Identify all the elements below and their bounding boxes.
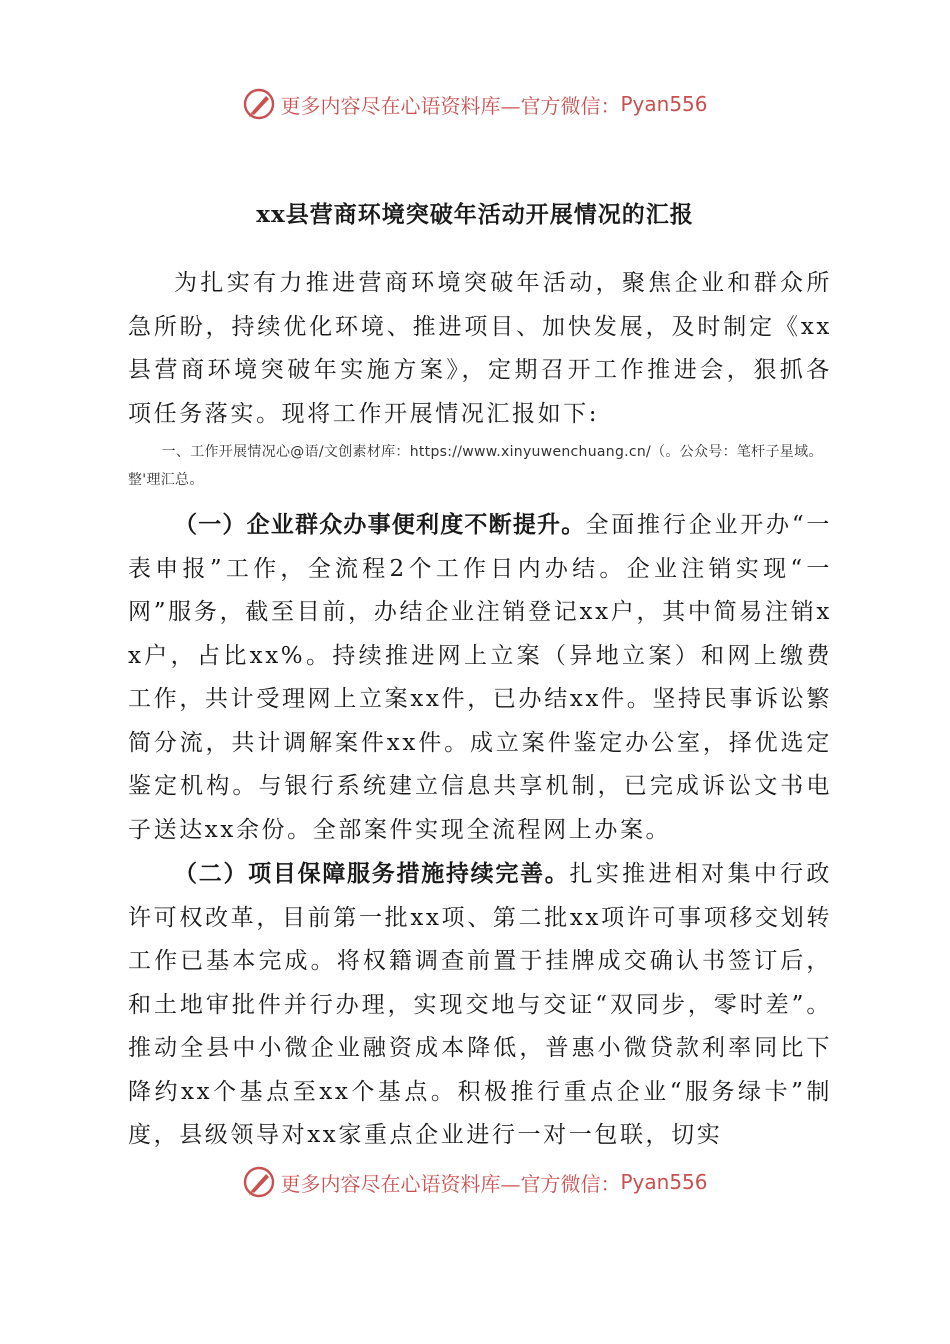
banner-text: 更多内容尽在心语资料库—官方微信： (280, 93, 621, 118)
document-body (128, 262, 832, 1158)
intro-paragraph: 为扎实有力推进营商环境突破年活动，聚焦企业和群众所急所盼，持续优化环境、推进项目、加快发展，及时制定《xx县营商环境突破年实施方案》，定期召开工作推进会，狠抓各项任务落实。现将工作开展情况汇报如下: (128, 270, 832, 427)
pen-logo-icon (242, 1165, 276, 1199)
banner-wechat-id: Pyan556 (620, 92, 708, 116)
banner-wechat-id: Pyan556 (620, 1170, 708, 1194)
pen-logo-icon (242, 87, 276, 121)
paragraph-1-body: 全面推行企业开办“一表申报”工作，全流程2个工作日内办结。企业注销实现“一网”服务，截至目前，办结企业注销登记xx户，其中简易注销xx户，占比xx%。持续推进网上立案（异地立案）和网上缴费工作，共计受理网上立案xx件，已办结xx件。坚持民事诉讼繁简分流，共计调解案件xx件。成立案件鉴定办公室，择优选定鉴定机构。与银行系统建立信息共享机制，已完成诉讼文书电子送达xx余份。全部案件实现全流程网上办案。 (128, 512, 833, 843)
banner-text: 更多内容尽在心语资料库—官方微信： (280, 1171, 621, 1196)
page-title: xx县营商环境突破年活动开展情况的汇报 (256, 201, 694, 228)
paragraph-2-heading: （二）项目保障服务措施持续完善。 (174, 861, 570, 887)
paragraph-1 (128, 504, 832, 852)
paragraph-2 (128, 853, 832, 1158)
paragraph-2-body: 扎实推进相对集中行政许可权改革，目前第一批xx项、第二批xx项许可事项移交划转工作已基本完成。将权籍调查前置于挂牌成交确认书签订后，和土地审批件并行办理，实现交地与交证“双同步，零时差”。推动全县中小微企业融资成本降低，普惠小微贷款利率同比下降约xx个基点至xx个基点。积极推行重点企业“服务绿卡”制度，县级领导对xx家重点企业进行一对一包联，切实 (128, 861, 833, 1148)
header-banner (0, 84, 950, 124)
section-heading-1: 一、工作开展情况心@语/文创素材库：https://www.xinyuwenchuang.cn/（。公众号：笔杆子星域。整'理汇总。 (128, 444, 823, 488)
paragraph-1-heading: （一）企业群众办事便利度不断提升。 (174, 512, 586, 538)
footer-banner (0, 1162, 950, 1202)
